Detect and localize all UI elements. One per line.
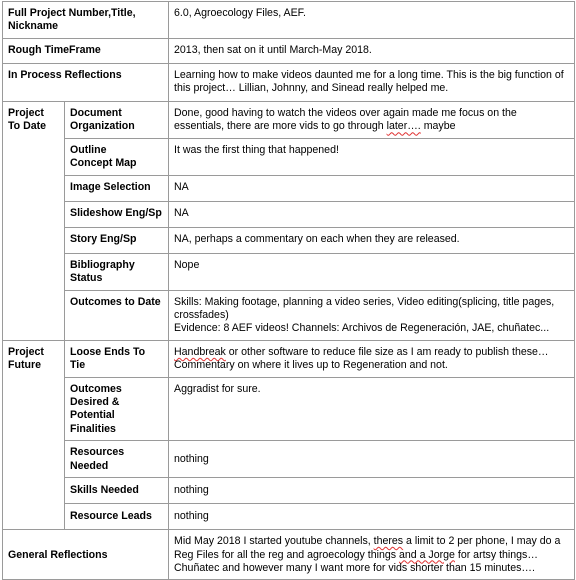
slideshow-value: NA xyxy=(169,201,575,227)
resources-needed-value: nothing xyxy=(169,441,575,478)
row-in-process-reflections xyxy=(3,64,575,102)
image-selection-value: NA xyxy=(169,175,575,201)
general-reflections-label: General Reflections xyxy=(3,530,169,580)
outline-concept-map-value: It was the first thing that happened! xyxy=(169,138,575,175)
loose-ends-label: Loose Ends To Tie xyxy=(65,340,169,377)
row-timeframe xyxy=(3,39,575,64)
loose-ends-value xyxy=(169,340,575,377)
resource-leads-value: nothing xyxy=(169,504,575,530)
loose-ends-text: or other software to reduce file size as I am ready to publish these… Commentary on where it lives up to Regeneration and not. xyxy=(174,345,549,372)
outcomes-desired-value: Aggradist for sure. xyxy=(169,377,575,441)
general-misspelled-word-1: theres xyxy=(373,535,404,548)
reflections-label: In Process Reflections xyxy=(3,64,169,102)
general-text-3: for artsy things… Chuñatec and however many I want more for vids shorter than 15 minutes…. xyxy=(174,548,538,574)
timeframe-value: 2013, then sat on it until March-May 2018. xyxy=(169,39,575,64)
document-organization-label: Document Organization xyxy=(65,102,169,139)
image-selection-label: Image Selection xyxy=(65,175,169,201)
row-resource-leads xyxy=(3,504,575,530)
outline-concept-map-label: Outline Concept Map xyxy=(65,138,169,175)
story-value: NA, perhaps a commentary on each when they are released. xyxy=(169,227,575,253)
doc-org-text-a: Done, good having to watch the videos over again made me focus on the essentials, there are more vids to go through xyxy=(174,107,517,133)
row-outline-concept-map xyxy=(3,138,575,175)
row-resources-needed xyxy=(3,441,575,478)
row-outcomes-to-date xyxy=(3,290,575,340)
story-label: Story Eng/Sp xyxy=(65,227,169,253)
row-general-reflections xyxy=(3,530,575,580)
bibliography-value: Nope xyxy=(169,253,575,290)
row-slideshow xyxy=(3,201,575,227)
outcomes-desired-label: Outcomes Desired & Potential Finalities xyxy=(65,377,169,441)
row-image-selection xyxy=(3,175,575,201)
reflections-value: Learning how to make videos daunted me for a long time. This is the big function of this project… Lillian, Johnny, and Sinead really helped me. xyxy=(169,64,575,102)
row-title xyxy=(3,2,575,39)
row-document-organization xyxy=(3,102,575,139)
project-to-date-label: Project To Date xyxy=(3,102,65,341)
resource-leads-label: Resource Leads xyxy=(65,504,169,530)
skills-needed-value: nothing xyxy=(169,478,575,504)
title-value: 6.0, Agroecology Files, AEF. xyxy=(169,2,575,39)
timeframe-label: Rough TimeFrame xyxy=(3,39,169,64)
outcomes-to-date-label: Outcomes to Date xyxy=(65,290,169,340)
general-text-1: Mid May 2018 I started youtube channels, xyxy=(174,535,374,548)
row-bibliography xyxy=(3,253,575,290)
general-misspelled-phrase-2: and a Jorge xyxy=(398,548,455,561)
row-story xyxy=(3,227,575,253)
row-loose-ends xyxy=(3,340,575,377)
row-skills-needed xyxy=(3,478,575,504)
project-future-label: Project Future xyxy=(3,340,65,529)
row-outcomes-desired xyxy=(3,377,575,441)
doc-org-text-b: maybe xyxy=(420,120,456,133)
general-text-2: a limit to 2 per phone, I may do a Reg Files for all the reg and agroecology things xyxy=(174,535,561,561)
loose-ends-misspelled-word: Handbreak xyxy=(174,345,226,358)
document-organization-value xyxy=(169,102,575,139)
outcomes-to-date-value: Skills: Making footage, planning a video series, Video editing(splicing, title pages, crossfades) Evidence: 8 AEF videos! Channels: Archivos de Regeneración, JAE, chuñatec... xyxy=(169,290,575,340)
doc-org-misspelled-word: later…. xyxy=(386,120,421,133)
resources-needed-label: Resources Needed xyxy=(65,441,169,478)
title-label: Full Project Number,Title, Nickname xyxy=(3,2,169,39)
general-reflections-value xyxy=(169,530,575,580)
project-reflection-document xyxy=(2,1,574,574)
slideshow-label: Slideshow Eng/Sp xyxy=(65,201,169,227)
skills-needed-label: Skills Needed xyxy=(65,478,169,504)
bibliography-label: Bibliography Status xyxy=(65,253,169,290)
project-table xyxy=(2,1,575,580)
